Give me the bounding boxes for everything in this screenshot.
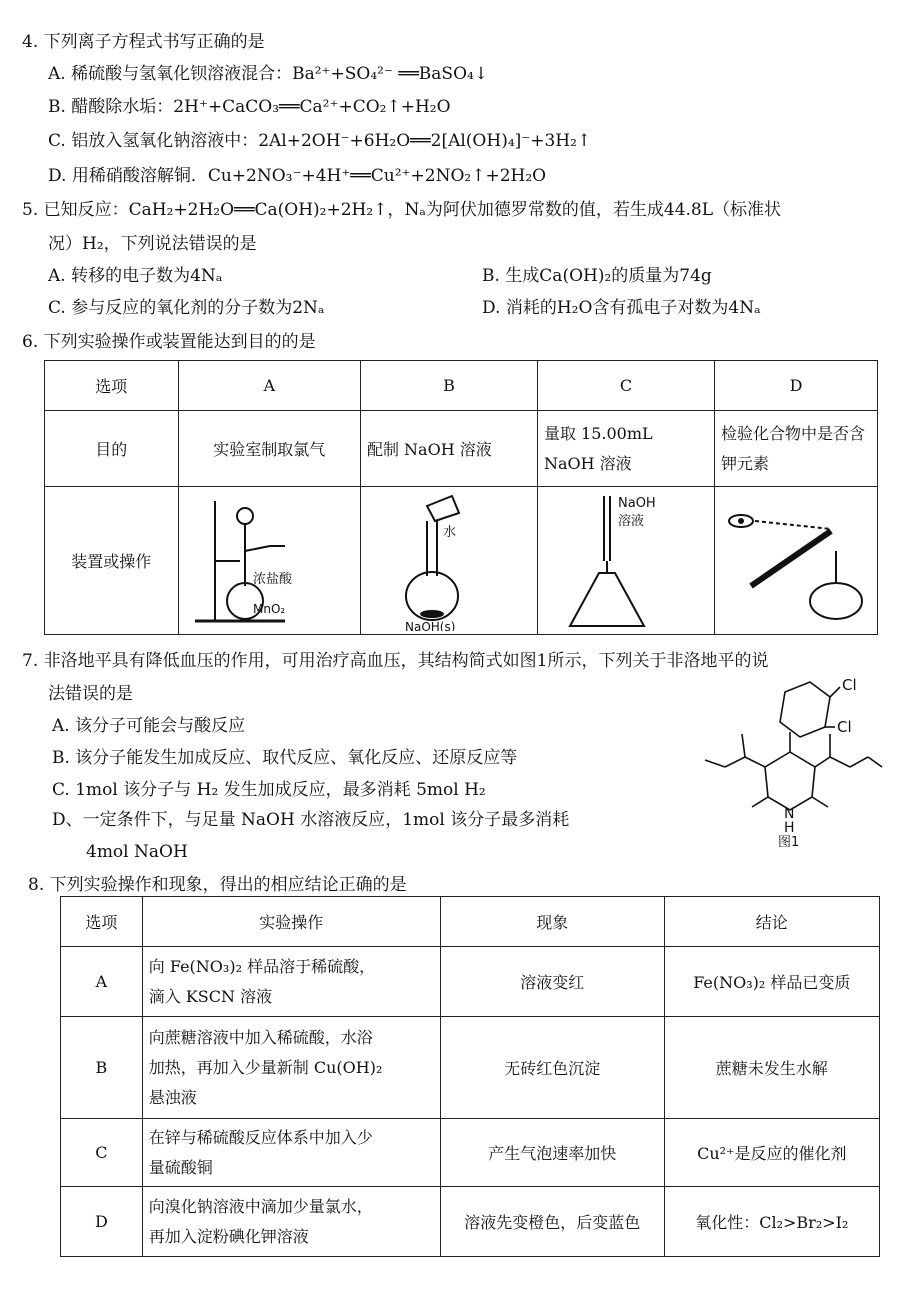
q6-device-d (714, 487, 877, 635)
label-water: 水 (442, 524, 456, 540)
q6-header-a: A (178, 361, 360, 411)
q5-option-b: B. 生成Ca(OH)₂的质量为74g (482, 266, 712, 286)
q4-option-b: B. 醋酸除水垢：2H⁺+CaCO₃══Ca²⁺+CO₂↑+H₂O (48, 97, 451, 117)
label-conc-hcl: 浓盐酸 (252, 571, 292, 587)
row-d-operation: 向溴化钠溶液中滴加少量氯水， 再加入淀粉碘化钾溶液 (142, 1187, 440, 1257)
q7-option-d: D、一定条件下，与足量 NaOH 水溶液反应，1mol 该分子最多消耗 (52, 810, 570, 830)
row-b-phenomenon: 无砖红色沉淀 (440, 1017, 664, 1119)
label-solution: 溶液 (617, 513, 644, 529)
atom-cl-1: Cl (842, 676, 857, 694)
q4-option-d: D. 用稀硝酸溶解铜．Cu+2NO₃⁻+4H⁺══Cu²⁺+2NO₂↑+2H₂O (48, 166, 547, 186)
row-c-option: C (61, 1119, 143, 1187)
row-b-operation: 向蔗糖溶液中加入稀硫酸，水浴 加热，再加入少量新制 Cu(OH)₂ 悬浊液 (142, 1017, 440, 1119)
q6-device-label: 装置或操作 (45, 487, 179, 635)
row-c-phenomenon: 产生气泡速率加快 (440, 1119, 664, 1187)
q8-header-option: 选项 (61, 897, 143, 947)
q7-option-a: A. 该分子可能会与酸反应 (52, 716, 246, 736)
atom-h: H (784, 820, 795, 836)
row-b-option: B (61, 1017, 143, 1119)
table-row (61, 1017, 880, 1119)
q4-option-a: A. 稀硫酸与氢氧化钡溶液混合：Ba²⁺+SO₄²⁻ ══BaSO₄↓ (48, 64, 489, 84)
row-b-conclusion: 蔗糖未发生水解 (664, 1017, 879, 1119)
q6-header-c: C (537, 361, 714, 411)
q6-purpose-c: 量取 15.00mL NaOH 溶液 (537, 411, 714, 487)
q6-device-b (360, 487, 537, 635)
q7-stem-line1: 7. 非洛地平具有降低血压的作用，可用治疗高血压，其结构简式如图1所示，下列关于非洛地平的说 (22, 651, 769, 671)
burette-flask-figure (544, 491, 694, 631)
q8-header-conclusion: 结论 (664, 897, 879, 947)
q6-header-b: B (360, 361, 537, 411)
q6-table (44, 360, 878, 635)
row-d-option: D (61, 1187, 143, 1257)
atom-cl-2: Cl (837, 718, 852, 736)
q8-stem: 8. 下列实验操作和现象，得出的相应结论正确的是 (28, 875, 407, 895)
q5-stem-line2: 况）H₂，下列说法错误的是 (48, 234, 257, 254)
figure-caption: 图1 (778, 835, 800, 847)
table-row (61, 1119, 880, 1187)
q6-device-a (178, 487, 360, 635)
table-row (61, 1187, 880, 1257)
q7-option-c: C. 1mol 该分子与 H₂ 发生加成反应，最多消耗 5mol H₂ (52, 780, 486, 800)
row-d-conclusion: 氧化性：Cl₂>Br₂>I₂ (664, 1187, 879, 1257)
q6-header-option: 选项 (45, 361, 179, 411)
q4-stem: 4. 下列离子方程式书写正确的是 (22, 32, 265, 52)
q6-stem: 6. 下列实验操作或装置能达到目的的是 (22, 332, 316, 352)
q6-device-c (537, 487, 714, 635)
atom-n: N (784, 806, 795, 822)
q4-option-c: C. 铝放入氢氧化钠溶液中：2Al+2OH⁻+6H₂O══2[Al(OH)₄]⁻+3H₂↑ (48, 131, 592, 151)
felodipine-structure-figure (690, 672, 890, 847)
row-a-option: A (61, 947, 143, 1017)
q5-option-a: A. 转移的电子数为4Nₐ (48, 266, 223, 286)
chlorine-apparatus-figure (185, 491, 345, 631)
q7-option-b: B. 该分子能发生加成反应、取代反应、氧化反应、还原反应等 (52, 748, 518, 768)
table-row (61, 947, 880, 1017)
q5-stem-line1: 5. 已知反应：CaH₂+2H₂O══Ca(OH)₂+2H₂↑，Nₐ为阿伏加德罗常数的值，若生成44.8L（标准状 (22, 200, 782, 220)
row-a-phenomenon: 溶液变红 (440, 947, 664, 1017)
label-naoh: NaOH (617, 495, 656, 511)
q8-header-operation: 实验操作 (142, 897, 440, 947)
row-c-operation: 在锌与稀硫酸反应体系中加入少 量硫酸铜 (142, 1119, 440, 1187)
q7-option-d-cont: 4mol NaOH (86, 842, 188, 862)
q5-option-c: C. 参与反应的氧化剂的分子数为2Nₐ (48, 298, 325, 318)
q8-header-phenomenon: 现象 (440, 897, 664, 947)
q6-purpose-label: 目的 (45, 411, 179, 487)
q6-purpose-d: 检验化合物中是否含钾元素 (714, 411, 877, 487)
row-a-operation: 向 Fe(NO₃)₂ 样品溶于稀硫酸， 滴入 KSCN 溶液 (142, 947, 440, 1017)
q7-stem-line2: 法错误的是 (48, 684, 133, 704)
row-d-phenomenon: 溶液先变橙色，后变蓝色 (440, 1187, 664, 1257)
volumetric-flask-figure (367, 491, 517, 631)
q5-option-d: D. 消耗的H₂O含有孤电子对数为4Nₐ (482, 298, 761, 318)
label-mno2: MnO₂ (252, 601, 285, 616)
q8-table (60, 896, 880, 1257)
label-naoh-solid: NaOH(s) (404, 619, 456, 631)
row-c-conclusion: Cu²⁺是反应的催化剂 (664, 1119, 879, 1187)
q6-purpose-a: 实验室制取氯气 (178, 411, 360, 487)
q6-purpose-b: 配制 NaOH 溶液 (360, 411, 537, 487)
row-a-conclusion: Fe(NO₃)₂ 样品已变质 (664, 947, 879, 1017)
flame-test-figure (721, 491, 871, 631)
q6-header-d: D (714, 361, 877, 411)
